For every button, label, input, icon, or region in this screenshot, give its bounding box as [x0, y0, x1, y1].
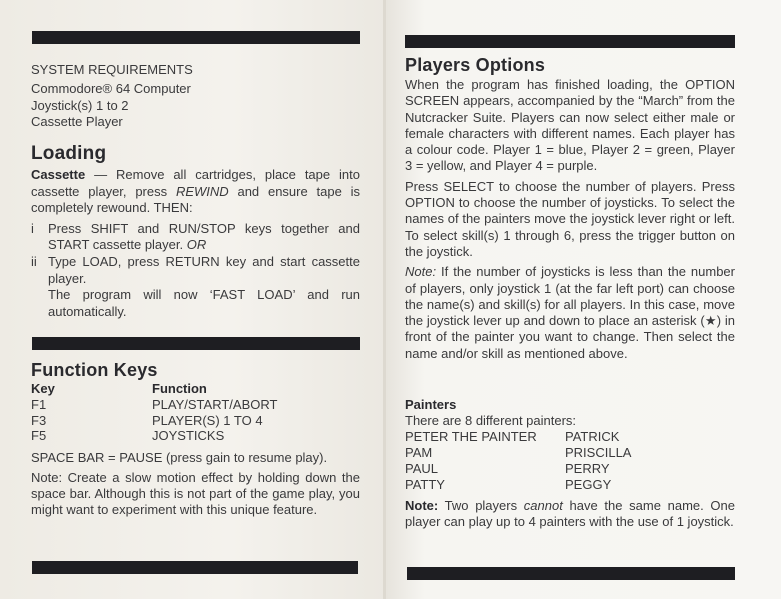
function-cell: PLAYER(S) 1 TO 4: [152, 412, 263, 428]
cassette-text2: and ensure tape is completely rewound. THEN:: [31, 183, 361, 216]
table-row: [31, 397, 360, 413]
step-or: OR: [186, 237, 207, 253]
divider-bar: [32, 337, 360, 350]
painter-row: [405, 461, 735, 477]
function-note: Note: Create a slow motion effect by holding down the space bar. Although this is not part of the game play, you might want to experiment with this unique feature.: [31, 469, 360, 517]
divider-bar: [32, 31, 360, 44]
players-options-heading: Players Options: [405, 55, 546, 75]
col-function: Function: [152, 381, 207, 396]
col-key: Key: [31, 381, 55, 396]
note-text: Two players: [438, 498, 524, 513]
step-number: ii: [31, 253, 37, 269]
cassette-paragraph: [31, 167, 360, 217]
painters-note: [405, 498, 735, 530]
divider-bar: [405, 35, 735, 48]
requirement-item: Joystick(s) 1 to 2: [31, 97, 129, 113]
note-text: If the number of joysticks is less than the number of players, only joystick 1 (at the far left port) can choose the name(s) and skill(s) for all players. In this case, move the joystick lever up and down to place an asterisk (★) in front of the painter you want to change. Then select the name and/or skill as mentioned above.: [405, 264, 735, 361]
function-cell: PLAY/START/ABORT: [152, 396, 278, 412]
painters-section: [405, 397, 735, 530]
painter-name: PETER THE PAINTER: [405, 429, 537, 444]
players-options-para2: Press SELECT to choose the number of players. Press OPTION to choose the number of joysticks. To select the names of the painters move the joystick lever right or left. To select skill(s) 1 through 6, press the trigger button on the joystick.: [405, 178, 735, 259]
note-label: Note:: [405, 498, 439, 513]
players-options-para1: When the program has finished loading, the OPTION SCREEN appears, accompanied by the “March” from the Nutcracker Suite. Players can now select either male or female characters with different names. Each player has a colour code. Player 1 = blue, Player 2 = green, Player 3 = yellow, and Player 4 = purple.: [405, 77, 735, 174]
page-fold: [383, 0, 386, 599]
painter-name: PRISCILLA: [565, 445, 632, 460]
note-label: Note:: [405, 264, 437, 280]
step-text: [48, 221, 360, 254]
key-cell: F1: [31, 396, 47, 412]
painters-heading: Painters: [405, 397, 457, 412]
painter-row: [405, 429, 735, 445]
key-cell: F5: [31, 428, 47, 444]
cassette-text: — Remove all cartridges, place tape into cassette player, press: [31, 167, 360, 199]
step-text: [48, 254, 360, 320]
loading-section: [31, 167, 360, 320]
table-row: [31, 413, 360, 429]
step-item: [31, 254, 360, 320]
divider-bar: [407, 567, 735, 580]
step-text-main: Type LOAD, press RETURN key and start cassette player.: [48, 253, 360, 286]
table-row: [31, 428, 360, 444]
note-emphasis: cannot: [523, 498, 563, 513]
painter-name: PEGGY: [565, 477, 612, 492]
painters-intro: There are 8 different painters:: [405, 413, 577, 428]
requirement-item: Cassette Player: [31, 113, 123, 129]
function-keys-heading: Function Keys: [31, 360, 158, 380]
painter-name: PATRICK: [565, 429, 620, 444]
painter-row: [405, 477, 735, 493]
step-number: i: [31, 220, 34, 236]
system-requirements-title: SYSTEM REQUIREMENTS: [31, 62, 193, 77]
divider-bar: [32, 561, 358, 574]
painter-name: PATTY: [405, 477, 445, 492]
step-text-main: Press SHIFT and RUN/STOP keys together and START cassette player.: [48, 220, 360, 253]
space-bar-text: SPACE BAR = PAUSE (press gain to resume play).: [31, 450, 328, 466]
system-requirements: [31, 62, 361, 130]
painter-name: PAM: [405, 445, 433, 460]
players-options-section: [405, 77, 735, 362]
key-cell: F3: [31, 412, 47, 428]
rewind-text: REWIND: [175, 183, 229, 199]
painter-row: [405, 445, 735, 461]
note-text: have the same name. One player can play up to 4 painters with the use of 1 joystick.: [405, 498, 735, 529]
function-cell: JOYSTICKS: [152, 428, 225, 444]
table-header: [31, 381, 360, 397]
step-extra: The program will now ‘FAST LOAD’ and run automatically.: [48, 287, 360, 319]
function-keys-table: [31, 381, 360, 517]
painter-name: PERRY: [565, 461, 610, 476]
players-options-note: [405, 264, 735, 362]
step-item: [31, 221, 360, 254]
loading-heading: Loading: [31, 143, 107, 164]
painter-name: PAUL: [405, 461, 438, 476]
cassette-label: Cassette: [31, 167, 86, 182]
requirement-item: Commodore® 64 Computer: [31, 81, 191, 97]
